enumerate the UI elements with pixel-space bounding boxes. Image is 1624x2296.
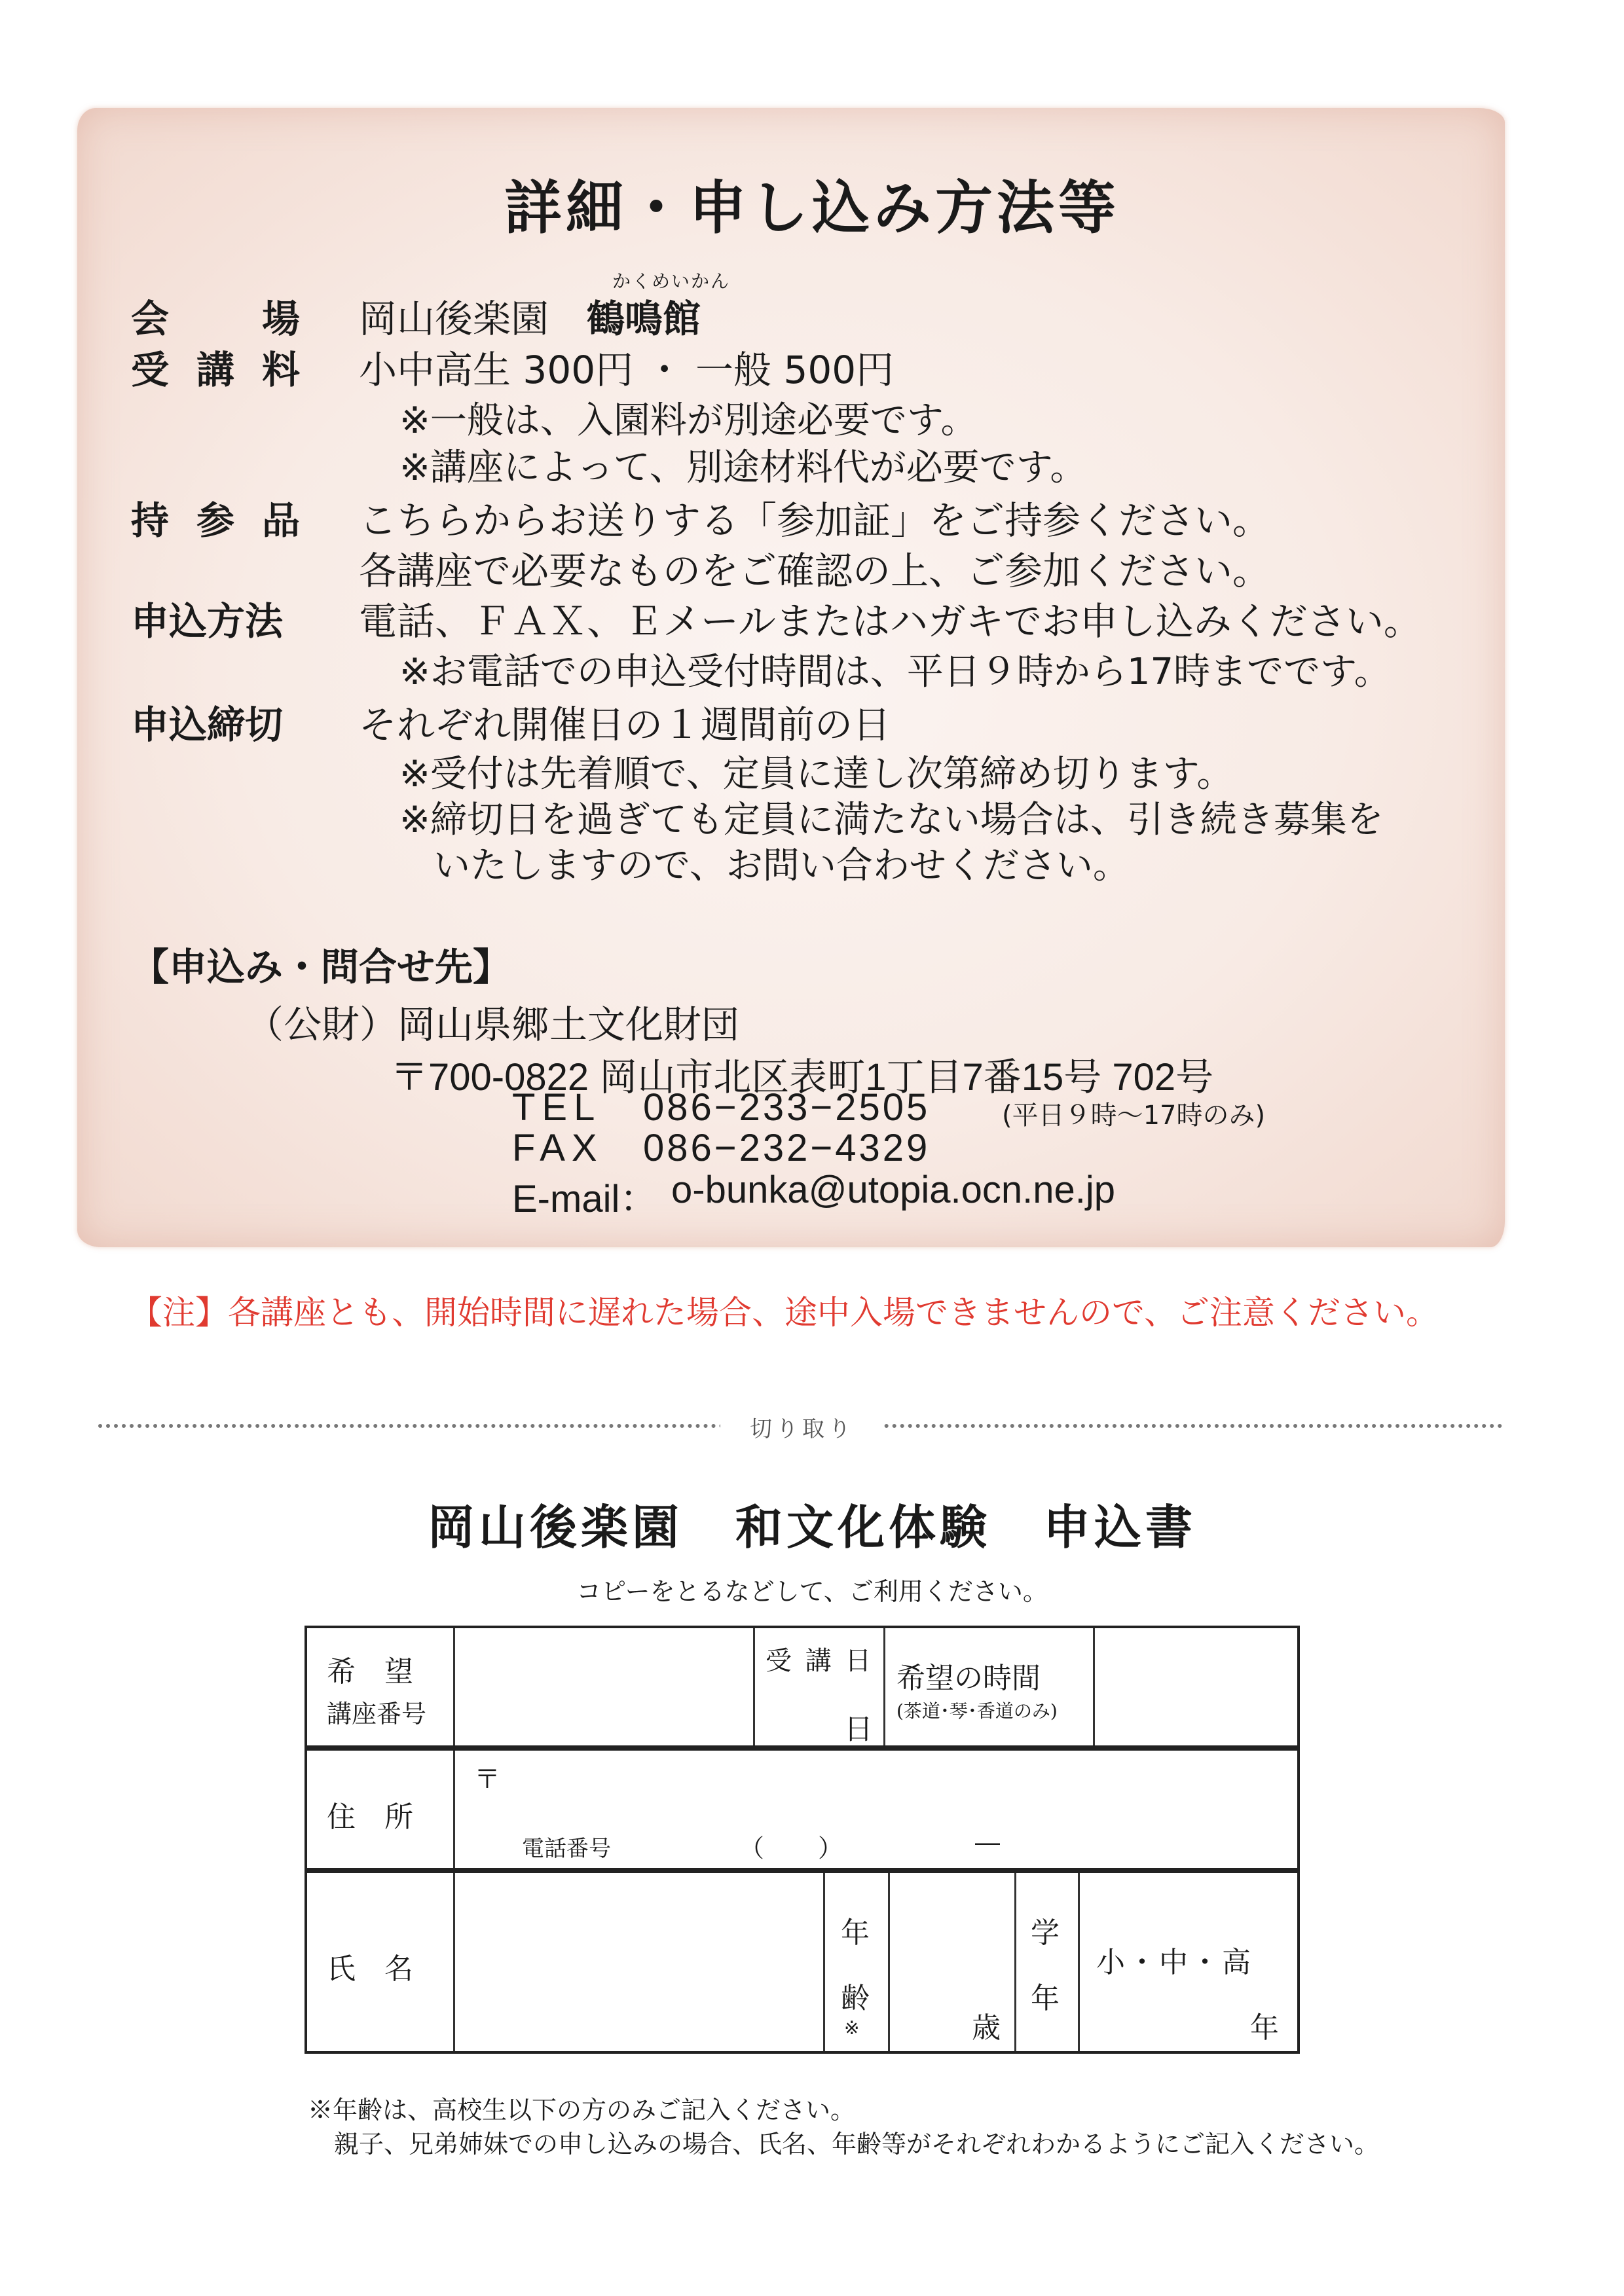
form-title-part-2: 和文化体験 [735, 1499, 991, 1555]
grade-label-1: 学 [1031, 1916, 1060, 1950]
phone-field[interactable] [661, 1826, 1250, 1862]
items-line-2: 各講座で必要なものをご確認の上、ご参加ください。 [359, 549, 1271, 593]
divider [1078, 1873, 1080, 2051]
grade-options[interactable]: 小・中・高 [1096, 1946, 1253, 1979]
venue-hall: 鶴鳴館 [587, 297, 701, 341]
contact-email-label: E-mail： [512, 1178, 658, 1220]
name-label: 氏 名 [327, 1952, 413, 1986]
items-label: 持参品 [131, 498, 300, 543]
time-sub-label: (茶道･琴･香道のみ) [896, 1700, 1058, 1722]
contact-heading: 【申込み・問合せ先】 [131, 945, 511, 989]
fee-note-2: ※講座によって、別途材料代が必要です。 [399, 446, 1087, 489]
method-label: 申込方法 [131, 599, 284, 644]
items-line-1: こちらからお送りする「参加証」をご持参ください。 [359, 498, 1271, 543]
grade-unit: 年 [1250, 2011, 1279, 2045]
page-title: 詳細・申し込み方法等 [504, 174, 1120, 242]
contact-address: 〒700-0822 岡山市北区表町1丁目7番15号 702号 [390, 1056, 1214, 1099]
phone-dash: ― [975, 1828, 1000, 1857]
divider [453, 1751, 455, 1868]
date-label: 受 講 日 [766, 1646, 874, 1676]
venue-value: 岡山後楽園 鶴鳴館 [359, 297, 701, 341]
contact-fax: 086−232−4329 [643, 1127, 931, 1169]
form-title [0, 1489, 1624, 1558]
age-mark: ※ [844, 2017, 860, 2039]
divider [823, 1873, 825, 2051]
contact-email[interactable]: o-bunka@utopia.ocn.ne.jp [671, 1169, 1116, 1211]
form-title-part-1: 岡山後楽園 [427, 1499, 683, 1555]
time-field[interactable] [1099, 1635, 1296, 1743]
time-label: 希望の時間 [896, 1662, 1041, 1695]
form-subtitle: コピーをとるなどして、ご利用ください。 [576, 1577, 1048, 1606]
divider [1014, 1873, 1016, 2051]
warning-note: 【注】各講座とも、開始時間に遅れた場合、途中入場できませんので、ご注意ください。 [130, 1294, 1439, 1332]
fee-label: 受講料 [131, 348, 300, 392]
venue-label: 会場 [131, 297, 300, 341]
form-row-course [304, 1626, 1300, 1748]
date-unit: 日 [844, 1713, 873, 1746]
phone-paren-close: ） [818, 1834, 843, 1863]
footnote-2: 親子、兄弟姉妹での申し込みの場合、氏名、年齢等がそれぞれわかるようにご記入ください。 [334, 2130, 1380, 2159]
divider [1093, 1628, 1095, 1745]
course-label-2: 講座番号 [327, 1700, 427, 1728]
divider [453, 1873, 455, 2051]
fee-note-1: ※一般は、入園料が別途必要です。 [399, 399, 978, 442]
method-value: 電話、ＦＡＸ、Ｅメールまたはハガキでお申し込みください。 [359, 599, 1422, 644]
age-unit: 歳 [972, 2011, 1001, 2045]
form-row-address [304, 1748, 1300, 1870]
age-label-1: 年 [841, 1916, 870, 1950]
address-label: 住 所 [327, 1800, 413, 1834]
deadline-note-1: ※受付は先着順で、定員に達し次第締め切ります。 [399, 753, 1234, 795]
age-label-2: 齢 [841, 1982, 870, 2015]
divider [453, 1628, 455, 1745]
venue-hall-ruby: かくめいかん [612, 270, 731, 292]
divider [888, 1873, 890, 2051]
divider [883, 1628, 885, 1745]
contact-tel: 086−233−2505 [643, 1086, 931, 1129]
cut-label: 切り取り [720, 1411, 884, 1443]
phone-paren-open: （ [739, 1834, 765, 1863]
method-note: ※お電話での申込受付時間は、平日９時から17時までです。 [399, 651, 1391, 693]
phone-label: 電話番号 [522, 1836, 611, 1862]
footnote-1: ※年齢は、高校生以下の方のみご記入ください。 [308, 2096, 856, 2124]
deadline-label: 申込締切 [131, 702, 284, 747]
contact-tel-note: (平日９時〜17時のみ) [1002, 1101, 1266, 1131]
postal-mark: 〒 [474, 1764, 500, 1795]
deadline-note-3: いたしますので、お問い合わせください。 [434, 845, 1130, 887]
contact-fax-label: FAX [512, 1127, 604, 1169]
address-field[interactable] [504, 1757, 1289, 1823]
form-row-name [304, 1870, 1300, 2054]
divider [753, 1628, 755, 1745]
grade-label-2: 年 [1031, 1982, 1060, 2015]
course-number-field[interactable] [464, 1635, 746, 1743]
deadline-value: それぞれ開催日の１週間前の日 [359, 702, 891, 747]
fee-value: 小中高生 300円 ・ 一般 500円 [359, 348, 895, 392]
contact-tel-label: TEL [512, 1086, 602, 1129]
course-label-1: 希 望 [327, 1655, 413, 1688]
form-title-part-3: 申込書 [1043, 1499, 1197, 1555]
name-field[interactable] [464, 1880, 811, 2047]
contact-org: （公財）岡山県郷土文化財団 [246, 1002, 740, 1047]
deadline-note-2: ※締切日を過ぎても定員に満たない場合は、引き続き募集を [399, 799, 1384, 841]
